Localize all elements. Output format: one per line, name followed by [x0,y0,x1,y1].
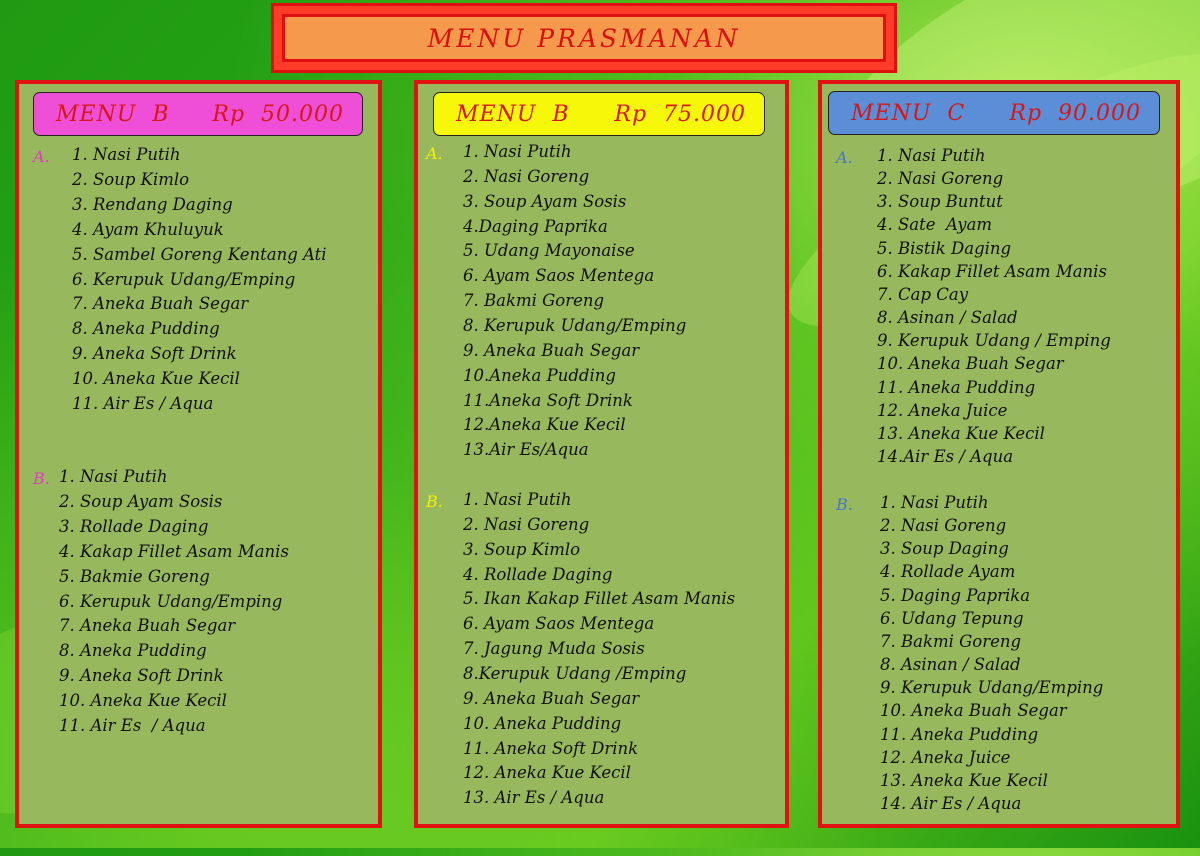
menu-item: 10. Aneka Kue Kecil [72,369,240,389]
section-letter: B. [836,495,853,514]
menu-item: 10. Aneka Buah Segar [877,354,1064,374]
menu-item: 2. Nasi Goreng [463,166,590,186]
section-letter: A. [836,148,853,167]
menu-item: 4. Rollade Daging [463,564,613,584]
menu-item: 3. Rollade Daging [59,516,209,536]
menu-name: MENU C [851,100,966,126]
menu-item: 8. Asinan / Salad [880,655,1021,675]
menu-item: 11. Aneka Pudding [877,377,1036,397]
menu-item: 4. Ayam Khuluyuk [72,219,224,239]
menu-item: 7. Cap Cay [877,284,969,304]
menu-item: 11. Air Es / Aqua [59,716,206,735]
menu-item: 13. Aneka Kue Kecil [880,770,1048,790]
menu-item: 1. Nasi Putih [877,146,986,165]
menu-name: MENU B [56,101,170,127]
menu-panel-2 [414,80,789,828]
menu-item: 11.Aneka Soft Drink [463,390,633,410]
menu-item: 8. Aneka Pudding [72,319,220,339]
menu-item: 12. Aneka Juice [880,747,1011,767]
page-title: MENU PRASMANAN [282,14,886,62]
menu-item: 3. Soup Daging [880,539,1009,559]
menu-header [33,92,363,136]
title-banner [271,3,897,73]
menu-item: 10. Aneka Buah Segar [880,701,1067,721]
menu-item: 6. Kerupuk Udang/Emping [72,269,296,289]
section-letter: B. [426,492,443,511]
menu-item: 3. Rendang Daging [72,194,233,214]
menu-item: 2. Nasi Goreng [877,169,1004,189]
menu-item: 14. Air Es / Aqua [880,793,1022,813]
menu-item: 2. Nasi Goreng [463,514,590,534]
menu-item: 5. Udang Mayonaise [463,241,635,261]
menu-item: 5. Ikan Kakap Fillet Asam Manis [463,589,736,609]
menu-item: 10.Aneka Pudding [463,365,616,385]
menu-item: 9. Kerupuk Udang/Emping [880,678,1104,698]
menu-item: 10. Aneka Kue Kecil [59,691,227,711]
section-letter: A. [33,147,50,166]
menu-item: 9. Aneka Buah Segar [463,340,640,360]
menu-item: 3. Soup Kimlo [463,539,581,559]
menu-header [828,91,1160,135]
menu-item: 5. Daging Paprika [880,585,1031,605]
menu-item: 1. Nasi Putih [880,493,989,512]
menu-item: 1. Nasi Putih [59,467,168,486]
menu-item: 12. Aneka Kue Kecil [463,763,631,783]
menu-price: Rp 90.000 [1009,100,1141,126]
menu-price: Rp 75.000 [614,101,746,127]
menu-item: 12. Aneka Juice [877,400,1008,420]
menu-item: 7. Bakmi Goreng [463,291,605,311]
menu-item: 5. Bakmie Goreng [59,566,210,586]
section-letter: A. [426,144,443,163]
menu-item: 6. Kerupuk Udang/Emping [59,591,283,611]
menu-item: 5. Sambel Goreng Kentang Ati [72,244,327,264]
menu-item: 9. Kerupuk Udang / Emping [877,331,1111,351]
menu-item: 11. Aneka Soft Drink [463,738,639,758]
menu-item: 10. Aneka Pudding [463,713,622,733]
menu-header [433,92,765,136]
menu-item: 6. Ayam Saos Mentega [463,266,655,286]
menu-item: 9. Aneka Buah Segar [463,688,640,708]
menu-item: 7. Aneka Buah Segar [59,616,236,636]
menu-item: 4. Sate Ayam [877,215,993,235]
menu-item: 4. Rollade Ayam [880,562,1016,582]
menu-item: 1. Nasi Putih [463,142,572,161]
menu-item: 6. Ayam Saos Mentega [463,614,655,634]
menu-item: 2. Soup Kimlo [72,169,190,189]
menu-panel-3 [818,80,1180,828]
menu-item: 4. Kakap Fillet Asam Manis [59,541,289,561]
menu-item: 9. Aneka Soft Drink [72,344,237,364]
menu-item: 13. Air Es / Aqua [463,788,605,808]
menu-item: 2. Soup Ayam Sosis [59,491,223,511]
menu-item: 1. Nasi Putih [463,490,572,509]
menu-item: 8. Kerupuk Udang/Emping [463,315,687,335]
menu-item: 7. Bakmi Goreng [880,631,1022,651]
menu-item: 7. Jagung Muda Sosis [463,639,645,659]
menu-item: 6. Kakap Fillet Asam Manis [877,261,1107,281]
menu-item: 9. Aneka Soft Drink [59,666,224,686]
menu-name: MENU B [456,101,570,127]
menu-item: 13. Aneka Kue Kecil [877,423,1045,443]
menu-item: 2. Nasi Goreng [880,516,1007,536]
menu-item: 8.Kerupuk Udang /Emping [463,663,687,683]
menu-item: 1. Nasi Putih [72,145,181,164]
menu-item: 11. Air Es / Aqua [72,394,214,413]
menu-item: 14.Air Es / Aqua [877,446,1014,466]
menu-price: Rp 50.000 [212,101,344,127]
menu-item: 12.Aneka Kue Kecil [463,415,626,435]
menu-item: 5. Bistik Daging [877,238,1012,258]
menu-item: 7. Aneka Buah Segar [72,294,249,314]
menu-item: 13.Air Es/Aqua [463,440,589,460]
menu-item: 3. Soup Buntut [877,192,1003,212]
menu-item: 11. Aneka Pudding [880,724,1039,744]
menu-item: 8. Asinan / Salad [877,308,1018,328]
menu-panel-1 [15,80,382,828]
menu-item: 8. Aneka Pudding [59,641,207,661]
menu-item: 3. Soup Ayam Sosis [463,191,627,211]
menu-item: 4.Daging Paprika [463,216,608,236]
section-letter: B. [33,469,50,488]
menu-item: 6. Udang Tepung [880,608,1024,628]
